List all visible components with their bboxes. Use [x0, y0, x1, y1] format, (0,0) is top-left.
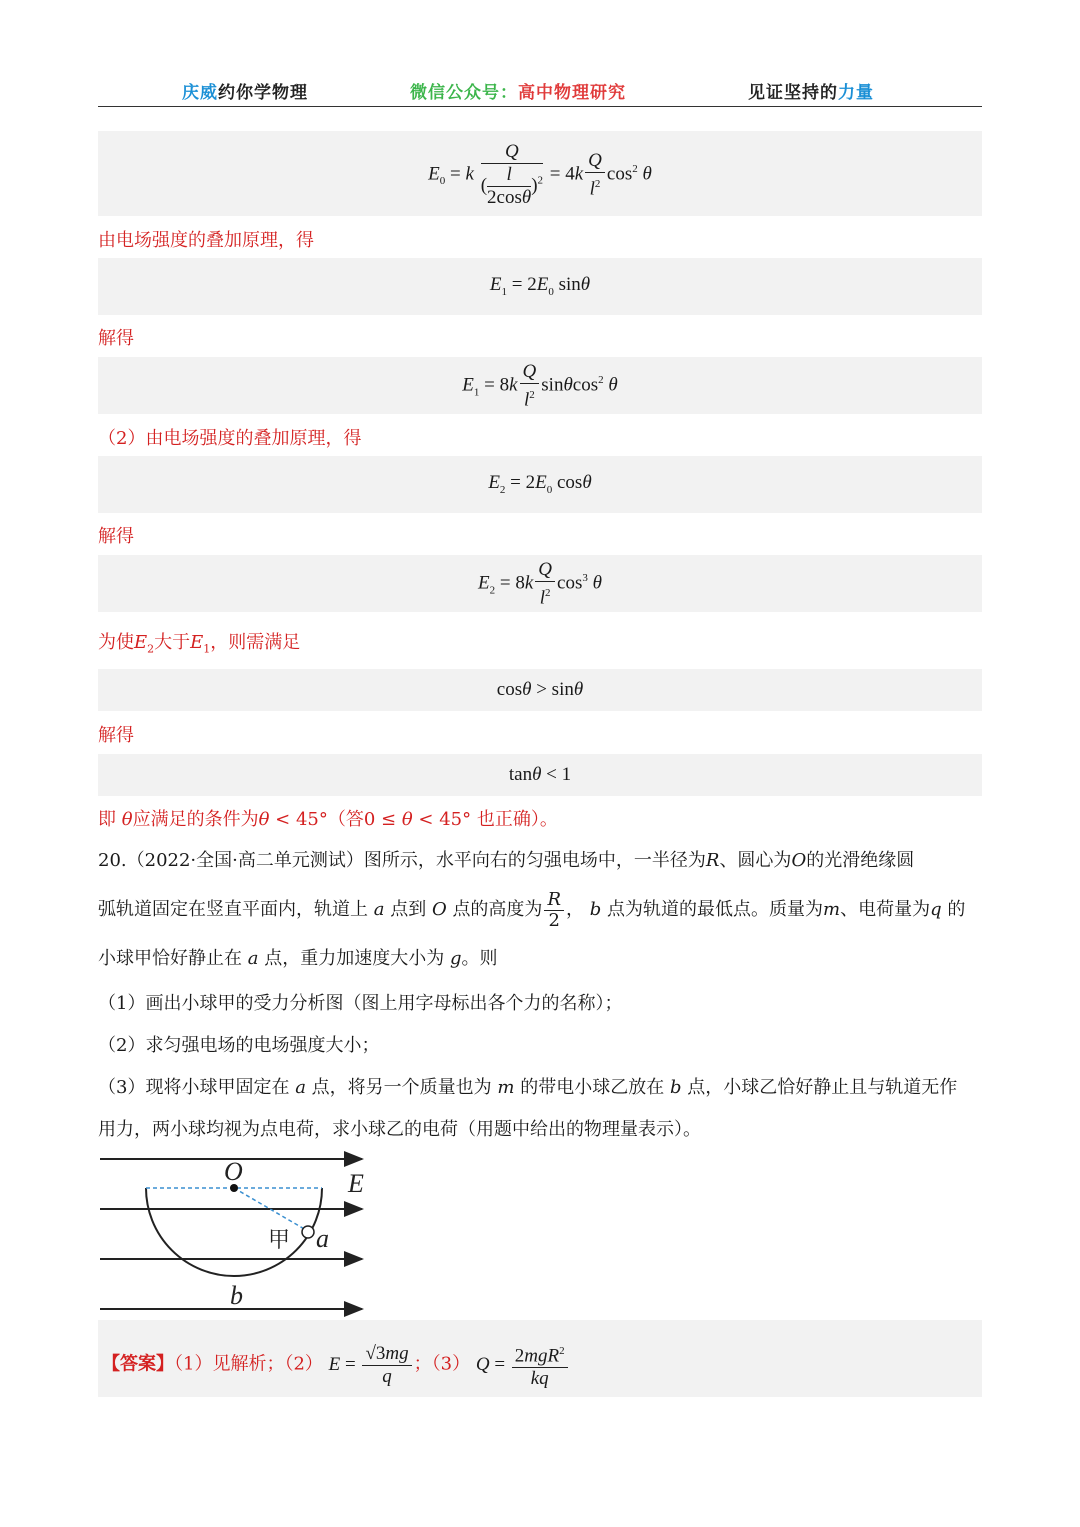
header-left: 庆威约你学物理: [182, 83, 308, 103]
equation-e1: $E_1 = 2E_0$ sinθ: [489, 274, 591, 298]
text-superposition: 由电场强度的叠加原理，得: [98, 230, 314, 251]
equation-box-tan: [98, 754, 982, 796]
question-line-3: 小球甲恰好静止在 a 点，重力加速度大小为 g。则: [98, 948, 498, 969]
equation-inequality: cosθ > sinθ: [496, 679, 584, 700]
text-final-condition: 即 θ应满足的条件为θ < 45°（答0 ≤ θ < 45° 也正确）。: [98, 809, 558, 830]
question-20: [98, 836, 982, 1151]
header-middle: 微信公众号：高中物理研究: [410, 83, 626, 103]
question-item-2: （2）求匀强电场的电场强度大小；: [98, 1035, 380, 1056]
label-a: a: [316, 1224, 329, 1253]
question-item-3: （3）现将小球甲固定在 a 点，将另一个质量也为 m 的带电小球乙放在 b 点，小球乙恰好静止且与轨道无作: [98, 1077, 958, 1098]
question-item-1: （1）画出小球甲的受力分析图（图上用字母标出各个力的名称）；: [98, 993, 623, 1014]
equation-box-e0: [98, 131, 982, 216]
label-jia: 甲: [268, 1228, 291, 1253]
equation-box-e1-result: [98, 357, 982, 414]
arc-track: [146, 1188, 322, 1276]
label-E: E: [348, 1169, 364, 1198]
header-right: 见证坚持的力量: [748, 83, 874, 103]
equation-box-e1: [98, 258, 982, 315]
question-line-2: 弧轨道固定在竖直平面内，轨道上 a 点到 O 点的高度为 $\frac{R}{2}$ ， b 点为轨道的最低点。质量为m、电荷量为q 的: [98, 888, 966, 931]
label-b: b: [230, 1281, 243, 1310]
answer-line: 【答案】（1）见解析；（2） E = $\frac{√3mg}{q}$ ；（3） Q = $\frac{2mgR^2}{kq}$: [102, 1340, 570, 1390]
equation-e0: $E_0 = k$ Q ( $\frac{l}{2\cos\theta}$ )$^2$ = 4k $\frac{Q}{l^2}$ $\cos^2 \theta$: [428, 141, 652, 208]
equation-box-e2: [98, 456, 982, 513]
equation-e2: $E_2 = 2E_0$ cosθ: [488, 472, 592, 496]
equation-e1-result: $E_1 = 8k$ $\frac{Q}{l^2}$ sinθcos$^2$ θ: [462, 361, 618, 411]
equation-box-inequality: [98, 669, 982, 711]
ball-jia: [302, 1226, 314, 1238]
text-solve-3: 解得: [98, 725, 134, 746]
answer-box: [98, 1320, 982, 1397]
label-O: O: [224, 1157, 243, 1186]
equation-tan: tanθ < 1: [508, 764, 572, 785]
equation-e2-result: $E_2 = 8k$ $\frac{Q}{l^2}$ $\cos^3 \theta$: [478, 559, 602, 609]
page-header: [98, 78, 982, 107]
text-part-2: （2）由电场强度的叠加原理，得: [98, 428, 362, 449]
text-condition: 为使$E_2$大于$E_1$，则需满足: [98, 632, 301, 656]
text-solve-1: 解得: [98, 328, 134, 349]
question-item-3-cont: 用力，两小球均视为点电荷，求小球乙的电荷（用题中给出的物理量表示）。: [98, 1119, 701, 1140]
text-solve-2: 解得: [98, 526, 134, 547]
question-line-1: 20.（2022·全国·高二单元测试）图所示，水平向右的匀强电场中，一半径为R、圆心为O的光滑绝缘圆: [98, 850, 915, 871]
equation-box-e2-result: [98, 555, 982, 612]
figure-circular-track: [98, 1150, 388, 1320]
